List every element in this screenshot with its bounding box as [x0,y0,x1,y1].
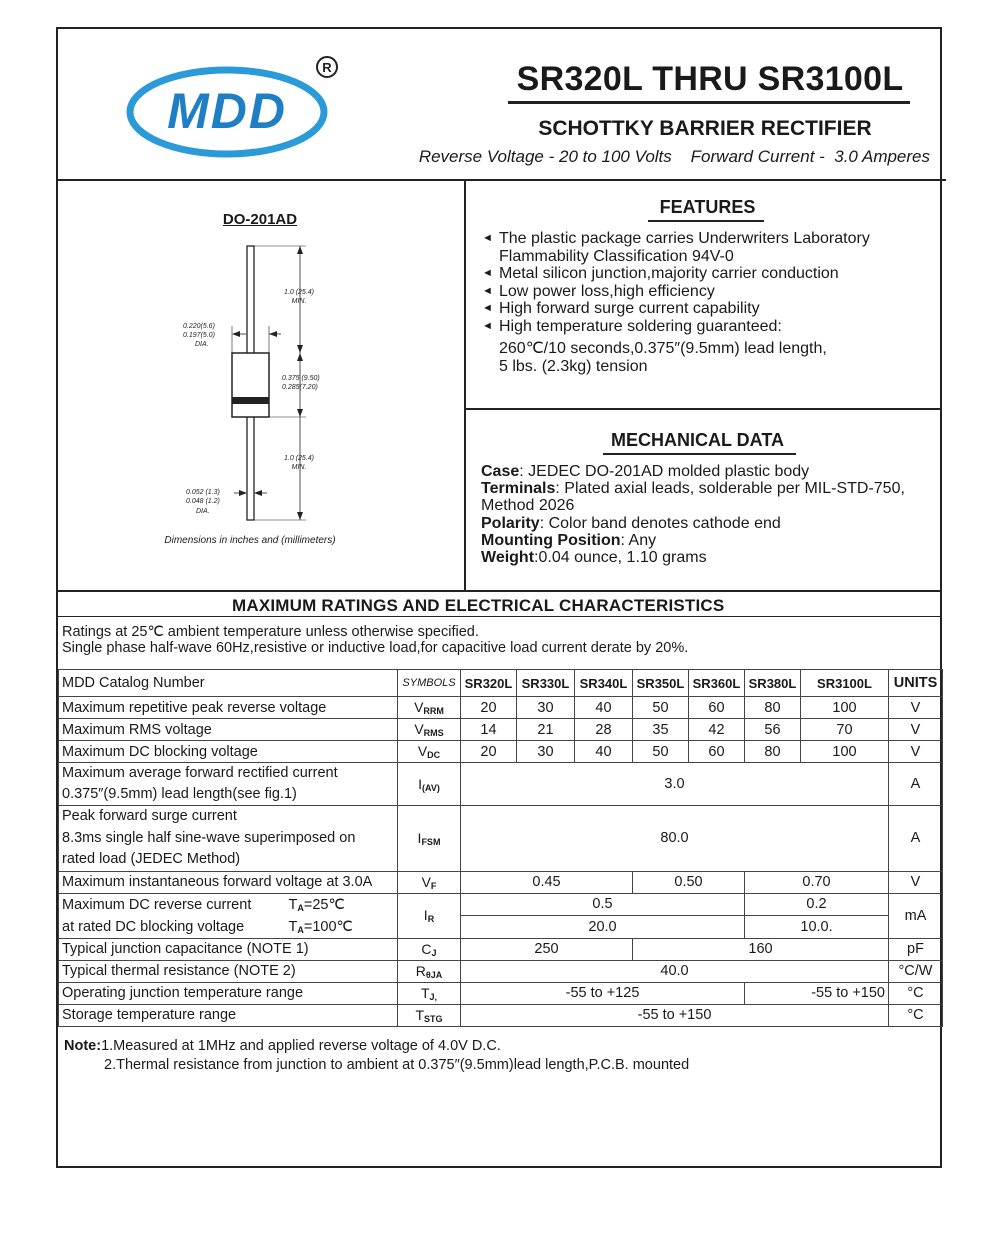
param-desc: Storage temperature range [59,1004,398,1026]
svg-text:0.197(5.0): 0.197(5.0) [183,332,215,339]
logo-text: MDD [167,83,287,139]
package-name: DO-201AD [222,211,298,228]
value-cell: -55 to +150 [745,982,889,1004]
value-cell: 20.0 [461,916,745,939]
feature-item: ◄ Metal silicon junction,majority carrier conduction [482,265,839,282]
ratings-title: MAXIMUM RATINGS AND ELECTRICAL CHARACTERISTICS [232,596,725,615]
mech-terminals-cont: Method 2026 [481,497,575,515]
table-row [59,763,943,806]
param-desc: Maximum DC blocking voltage [59,741,398,763]
value-cell: 0.2 [745,893,889,916]
svg-text:0.220(5.6): 0.220(5.6) [183,323,215,330]
table-row [59,982,943,1004]
param-desc: Maximum RMS voltage [59,719,398,741]
notes [64,1037,689,1075]
svg-text:1.0 (25.4): 1.0 (25.4) [284,455,314,462]
table-row [59,741,943,763]
value-cell: 80.0 [461,806,889,872]
value-cell: 60 [689,697,745,719]
title-underline [508,101,910,104]
value-cell: 30 [517,697,575,719]
electrical-characteristics-table [58,669,943,1027]
feature-item: ◄ The plastic package carries Underwriters Laboratory Flammability Classification 94V-0 [482,230,870,265]
value-cell: 60 [689,741,745,763]
unit-cell: V [889,719,943,741]
feature-item: ◄ High temperature soldering guaranteed: [482,317,782,335]
svg-text:0.052 (1.3): 0.052 (1.3) [186,489,220,496]
value-cell: 70 [801,719,889,741]
table-row [59,938,943,960]
bullet-icon: ◄ [482,267,493,279]
note-2: 2.Thermal resistance from junction to ambient at 0.375″(9.5mm)lead length,P.C.B. mounted [104,1057,690,1073]
param-symbol: VF [398,871,461,893]
param-symbol: VRRM [398,697,461,719]
table-row [59,1004,943,1026]
table-row [59,806,943,872]
registered-icon [315,55,339,79]
param-desc: Maximum average forward rectified current 0.375″(9.5mm) lead length(see fig.1) [59,763,398,806]
header-units: UNITS [889,670,943,697]
header-divider [58,179,946,181]
unit-cell: V [889,871,943,893]
mechanical-data [481,463,941,566]
header-catalog: MDD Catalog Number [59,670,398,697]
value-cell: 35 [633,719,689,741]
bullet-icon: ◄ [482,302,493,314]
mech-mounting: Mounting Position: Any [481,531,657,549]
value-cell: 50 [633,741,689,763]
svg-text:DIA.: DIA. [196,508,210,515]
bullet-icon: ◄ [482,284,493,297]
mechanical-title: MECHANICAL DATA [611,430,784,450]
value-cell: 250 [461,938,633,960]
param-symbol: RθJA [398,960,461,982]
param-desc: Maximum instantaneous forward voltage at 3.0A [59,871,398,893]
value-cell: 0.45 [461,871,633,893]
value-cell: 100 [801,741,889,763]
svg-text:R: R [322,60,332,75]
table-row [59,719,943,741]
unit-cell: pF [889,938,943,960]
value-cell: -55 to +150 [461,1004,889,1026]
unit-cell: V [889,741,943,763]
ratings-title-divider [58,616,942,617]
param-desc: Maximum DC reverse current TA=25℃ at rated DC blocking voltage TA=100℃ [59,893,398,938]
value-cell: 40 [575,741,633,763]
value-cell: 0.50 [633,871,745,893]
value-cell: 50 [633,697,689,719]
value-cell: 160 [633,938,889,960]
header-part: SR340L [575,670,633,697]
unit-cell: V [889,697,943,719]
value-cell: 42 [689,719,745,741]
value-cell: 10.0. [745,916,889,939]
param-symbol: IR [398,893,461,938]
mech-terminals: Terminals: Plated axial leads, solderable per MIL-STD-750, [481,480,905,498]
package-outline-drawing [150,230,350,530]
svg-text:DIA.: DIA. [195,341,209,348]
package-divider [464,180,466,591]
svg-text:1.0 (25.4): 1.0 (25.4) [284,289,314,296]
unit-cell: mA [889,893,943,938]
table-row [59,697,943,719]
mech-case: Case: JEDEC DO-201AD molded plastic body [481,463,810,480]
value-cell: 56 [745,719,801,741]
param-desc: Typical thermal resistance (NOTE 2) [59,960,398,982]
unit-cell: °C [889,982,943,1004]
param-desc: Typical junction capacitance (NOTE 1) [59,938,398,960]
ratings-notes [62,625,688,656]
value-cell: 40.0 [461,960,889,982]
header-part: SR330L [517,670,575,697]
value-cell: -55 to +125 [461,982,745,1004]
value-cell: 20 [461,741,517,763]
table-row [59,893,943,916]
param-symbol: VDC [398,741,461,763]
features-list [482,230,932,375]
svg-text:MIN.: MIN. [291,298,307,305]
mech-weight: Weight:0.04 ounce, 1.10 grams [481,549,707,567]
value-cell: 14 [461,719,517,741]
ratings-note-1: Ratings at 25℃ ambient temperature unless otherwise specified. [62,624,479,640]
unit-cell: °C [889,1004,943,1026]
svg-text:0.375 (9.50): 0.375 (9.50) [282,375,320,382]
svg-text:0.285(7.20): 0.285(7.20) [282,384,318,391]
param-symbol: TSTG [398,1004,461,1026]
unit-cell: A [889,806,943,872]
value-cell: 0.70 [745,871,889,893]
document-title: SR320L THRU SR3100L [516,60,904,98]
bullet-icon: ◄ [482,319,493,332]
mdd-logo [126,66,328,158]
svg-text:MIN.: MIN. [291,464,307,471]
bullet-icon: ◄ [482,232,493,244]
value-cell: 30 [517,741,575,763]
unit-cell: °C/W [889,960,943,982]
feature-item: ◄ High forward surge current capability [482,300,760,317]
feature-item: ◄ Low power loss,high efficiency [482,282,715,300]
features-title: FEATURES [659,197,756,217]
param-symbol: I(AV) [398,763,461,806]
unit-cell: A [889,763,943,806]
param-symbol: TJ, [398,982,461,1004]
value-cell: 80 [745,741,801,763]
value-cell: 0.5 [461,893,745,916]
header-part: SR360L [689,670,745,697]
note-1: Note:1.Measured at 1MHz and applied reverse voltage of 4.0V D.C. [64,1038,501,1054]
header-part: SR380L [745,670,801,697]
value-cell: 80 [745,697,801,719]
param-symbol: VRMS [398,719,461,741]
value-cell: 3.0 [461,763,889,806]
document-subtitle: SCHOTTKY BARRIER RECTIFIER [538,117,872,140]
table-row [59,871,943,893]
value-cell: 20 [461,697,517,719]
features-divider [465,408,942,410]
package-caption: Dimensions in inches and (millimeters) [164,535,336,546]
param-symbol: IFSM [398,806,461,872]
header-part: SR350L [633,670,689,697]
ratings-divider [58,590,942,592]
table-header-row [59,670,943,697]
mechanical-underline [603,453,796,455]
param-desc: Peak forward surge current 8.3ms single half sine-wave superimposed on rated load (JEDEC Method) [59,806,398,872]
param-desc: Operating junction temperature range [59,982,398,1004]
param-symbol: CJ [398,938,461,960]
feature-continuation: 260℃/10 seconds,0.375″(9.5mm) lead length, 5 lbs. (2.3kg) tension [499,340,827,375]
ratings-summary: Reverse Voltage - 20 to 100 Volts Forward Current - 3.0 Amperes [418,147,930,166]
value-cell: 100 [801,697,889,719]
table-row [59,960,943,982]
header-symbols: SYMBOLS [398,670,461,697]
value-cell: 21 [517,719,575,741]
param-desc: Maximum repetitive peak reverse voltage [59,697,398,719]
features-underline [648,220,764,222]
svg-text:0.048 (1.2): 0.048 (1.2) [186,498,220,505]
value-cell: 40 [575,697,633,719]
header-part: SR3100L [801,670,889,697]
header-part: SR320L [461,670,517,697]
mech-polarity: Polarity: Color band denotes cathode end [481,514,781,532]
ratings-note-2: Single phase half-wave 60Hz,resistive or inductive load,for capacitive load current derate by 20%. [62,639,689,656]
value-cell: 28 [575,719,633,741]
